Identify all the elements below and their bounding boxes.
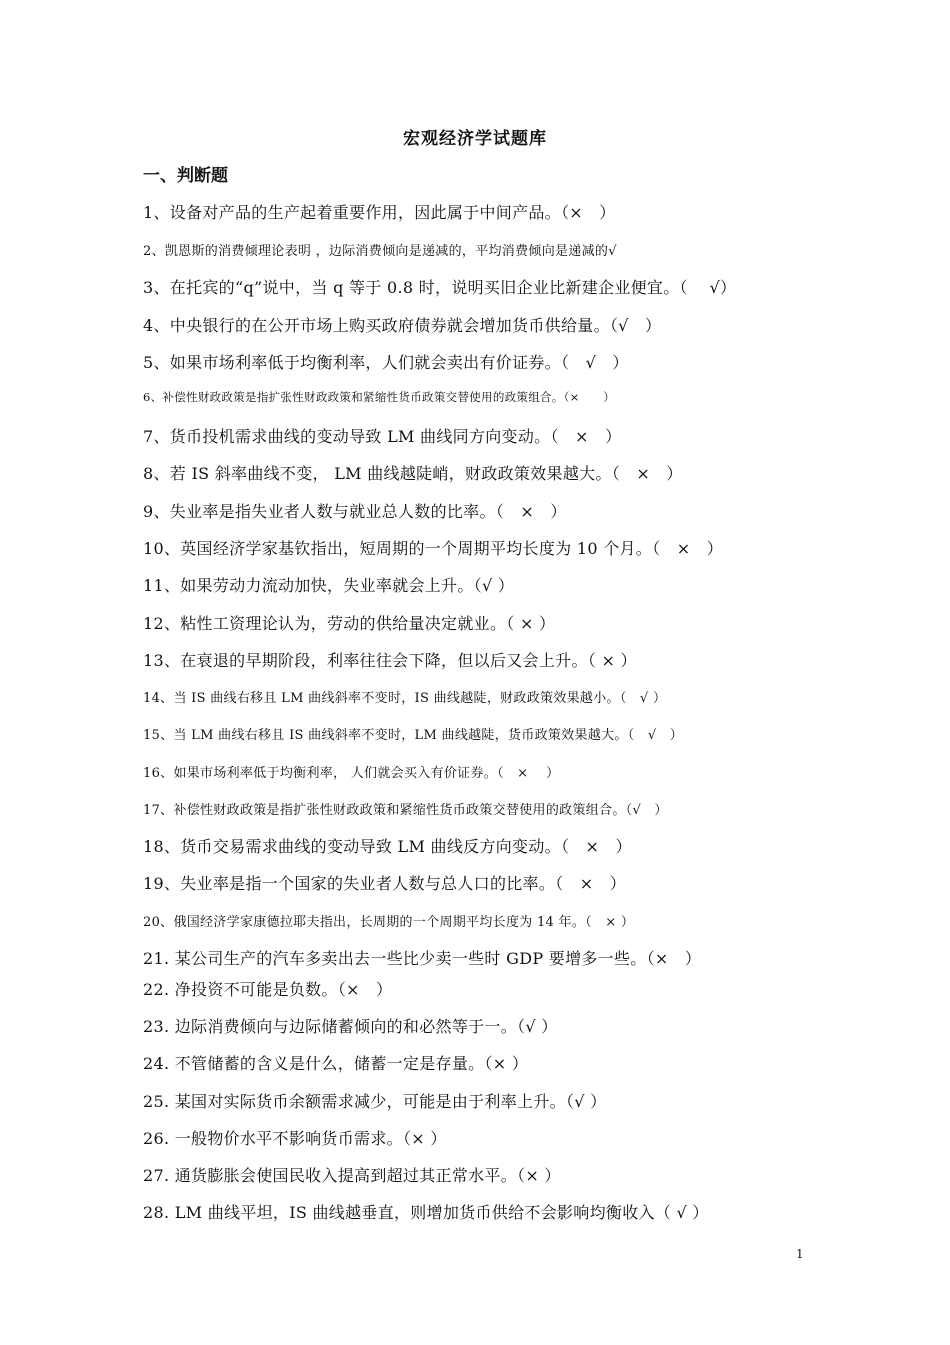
question-15: 15、当 LM 曲线右移且 IS 曲线斜率不变时，LM 曲线越陡，货币政策效果越大。（ √ ） [143,728,684,743]
question-1: 1、设备对产品的生产起着重要作用，因此属于中间产品。（× ） [143,203,616,222]
section-heading: 一、判断题 [143,166,228,186]
question-11: 11、如果劳动力流动加快，失业率就会上升。（√ ） [143,576,515,595]
question-27: 27. 通货膨胀会使国民收入提高到超过其正常水平。（× ） [143,1166,561,1185]
question-16: 16、如果市场利率低于均衡利率， 人们就会买入有价证券。（ × ） [143,766,560,781]
question-19: 19、失业率是指一个国家的失业者人数与总人口的比率。（ × ） [143,874,627,893]
question-7: 7、货币投机需求曲线的变动导致 LM 曲线同方向变动。（ × ） [143,427,622,446]
question-20: 20、俄国经济学家康德拉耶夫指出，长周期的一个周期平均长度为 14 年。（ × ） [143,915,635,930]
question-24: 24. 不管储蓄的含义是什么，储蓄一定是存量。（× ） [143,1054,529,1073]
question-5: 5、如果市场利率低于均衡利率，人们就会卖出有价证券。（ √ ） [143,353,629,372]
document-title: 宏观经济学试题库 [403,129,547,149]
question-26: 26. 一般物价水平不影响货币需求。（× ） [143,1129,447,1148]
question-10: 10、英国经济学家基钦指出，短周期的一个周期平均长度为 10 个月。（ × ） [143,539,723,558]
question-3: 3、在托宾的“q”说中，当 q 等于 0.8 时，说明买旧企业比新建企业便宜。（ √） [143,278,737,297]
page-number: 1 [796,1247,804,1261]
question-9: 9、失业率是指失业者人数与就业总人数的比率。（ × ） [143,502,567,521]
question-2: 2、凯恩斯的消费倾理论表明 ，边际消费倾向是递减的，平均消费倾向是递减的√ [143,244,617,259]
question-18: 18、货币交易需求曲线的变动导致 LM 曲线反方向变动。（ × ） [143,837,632,856]
question-4: 4、中央银行的在公开市场上购买政府债券就会增加货币供给量。（√ ） [143,316,662,335]
question-25: 25. 某国对实际货币余额需求减少，可能是由于利率上升。（√ ） [143,1092,607,1111]
question-12: 12、粘性工资理论认为，劳动的供给量决定就业。（ × ） [143,614,556,633]
question-17: 17、补偿性财政政策是指扩张性财政政策和紧缩性货币政策交替使用的政策组合。（√ ） [143,803,668,818]
question-13: 13、在衰退的早期阶段，利率往往会下降，但以后又会上升。（ × ） [143,651,637,670]
question-6: 6、补偿性财政政策是指扩张性财政政策和紧缩性货币政策交替使用的政策组合。（× ） [143,390,615,404]
question-8: 8、若 IS 斜率曲线不变， LM 曲线越陡峭，财政政策效果越大。（ × ） [143,464,683,483]
question-22: 22. 净投资不可能是负数。（× ） [143,980,393,999]
question-14: 14、当 IS 曲线右移且 LM 曲线斜率不变时，IS 曲线越陡，财政政策效果越小。（ √ ） [143,691,667,706]
question-28: 28. LM 曲线平坦，IS 曲线越垂直，则增加货币供给不会影响均衡收入（ √ ） [143,1203,709,1222]
question-23: 23. 边际消费倾向与边际储蓄倾向的和必然等于一。（√ ） [143,1017,558,1036]
question-21: 21. 某公司生产的汽车多卖出去一些比少卖一些时 GDP 要增多一些。（× ） [143,949,702,968]
